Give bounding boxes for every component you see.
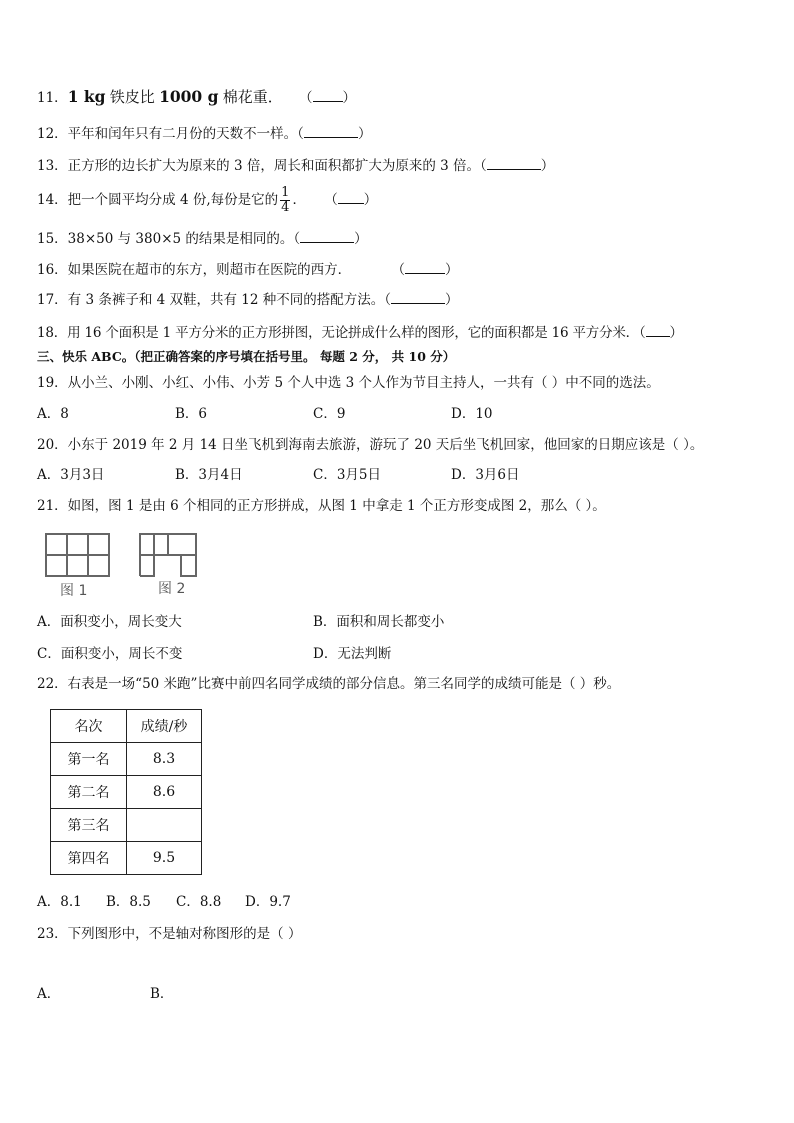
q21-figures bbox=[44, 532, 204, 600]
question-22: 22．右表是一场“50 米跑”比赛中前四名同学成绩的部分信息。第三名同学的成绩可能是（ ）秒。 bbox=[37, 676, 621, 692]
q20-option-c[interactable]: C．3月5日 bbox=[313, 467, 382, 483]
q11-text-2: 棉花重． bbox=[222, 88, 283, 106]
table-cell: 第一名 bbox=[51, 743, 127, 776]
table-row bbox=[51, 842, 202, 875]
q11-number: 11． bbox=[37, 90, 68, 106]
table-cell-empty bbox=[127, 809, 202, 842]
question-19: 19．从小兰、小刚、小红、小伟、小芳 5 个人中选 3 个人作为节目主持人，一共有（ ）中不同的选法。 bbox=[37, 375, 660, 391]
q22-option-d[interactable]: D．9.7 bbox=[245, 894, 291, 910]
answer-blank-16[interactable] bbox=[405, 260, 445, 274]
q17-text: 17．有 3 条裤子和 4 双鞋，共有 12 种不同的搭配方法。（ bbox=[37, 292, 392, 308]
question-18 bbox=[37, 323, 683, 342]
q20-option-d[interactable]: D．3月6日 bbox=[451, 467, 520, 483]
answer-blank-13[interactable] bbox=[487, 156, 541, 170]
q22-option-c[interactable]: C．8.8 bbox=[176, 894, 222, 910]
q16-close-paren: ） bbox=[444, 262, 459, 278]
table-cell: 第四名 bbox=[51, 842, 127, 875]
q14-open-paren: （ bbox=[324, 192, 338, 208]
q13-close-paren: ） bbox=[540, 158, 555, 174]
q22-option-a[interactable]: A．8.1 bbox=[37, 894, 82, 910]
question-23: 23．下列图形中，不是轴对称图形的是（ ） bbox=[37, 926, 302, 942]
q20-option-b[interactable]: B．3月4日 bbox=[175, 467, 243, 483]
q19-option-a[interactable]: A．8 bbox=[37, 406, 69, 422]
q15-text: 15．38×50 与 380×5 的结果是相同的。（ bbox=[37, 231, 301, 247]
q21-option-a[interactable]: A．面积变小，周长变大 bbox=[37, 614, 182, 630]
q18-close-paren: ） bbox=[669, 325, 683, 341]
question-12 bbox=[37, 124, 371, 143]
answer-blank-12[interactable] bbox=[304, 124, 358, 138]
q16-open-paren: （ bbox=[391, 262, 405, 278]
q23-option-a[interactable]: A． bbox=[37, 986, 61, 1002]
q21-option-d[interactable]: D．无法判断 bbox=[313, 646, 392, 662]
table-cell: 第三名 bbox=[51, 809, 127, 842]
figure-1-grid bbox=[46, 534, 109, 576]
q12-text: 12．平年和闰年只有二月份的天数不一样。（ bbox=[37, 126, 304, 142]
q16-text: 16．如果医院在超市的东方，则超市在医院的西方． bbox=[37, 262, 352, 278]
q23-option-b[interactable]: B． bbox=[150, 986, 174, 1002]
figure-1-label: 图 1 bbox=[60, 583, 88, 599]
table-header-row bbox=[51, 710, 202, 743]
answer-blank-18[interactable] bbox=[646, 323, 670, 337]
figure-2-grid bbox=[140, 534, 196, 576]
q21-option-c[interactable]: C．面积变小，周长不变 bbox=[37, 646, 183, 662]
fraction-one-quarter bbox=[280, 186, 290, 215]
question-15 bbox=[37, 229, 368, 248]
table-cell: 9.5 bbox=[127, 842, 202, 875]
q21-option-b[interactable]: B．面积和周长都变小 bbox=[313, 614, 445, 630]
table-cell: 8.6 bbox=[127, 776, 202, 809]
q11-close-paren: ） bbox=[342, 90, 357, 106]
q19-option-c[interactable]: C．9 bbox=[313, 406, 346, 422]
table-row bbox=[51, 776, 202, 809]
score-table bbox=[50, 709, 202, 875]
q18-text: 18．用 16 个面积是 1 平方分米的正方形拼图，无论拼成什么样的图形，它的面积都是 16 平方分米．（ bbox=[37, 325, 646, 341]
q14-text: 14．把一个圆平均分成 4 份,每份是它的 bbox=[37, 192, 279, 208]
q13-text: 13．正方形的边长扩大为原来的 3 倍，周长和面积都扩大为原来的 3 倍。（ bbox=[37, 158, 487, 174]
answer-blank-15[interactable] bbox=[300, 229, 354, 243]
section-3-heading: 三、快乐 ABC。（把正确答案的序号填在括号里。 每题 2 分， 共 10 分） bbox=[37, 349, 456, 364]
fraction-denominator: 4 bbox=[281, 200, 290, 215]
q14-close-paren: ） bbox=[363, 192, 378, 208]
q19-option-d[interactable]: D．10 bbox=[451, 406, 493, 422]
q22-option-b[interactable]: B．8.5 bbox=[106, 894, 151, 910]
answer-blank-17[interactable] bbox=[391, 290, 445, 304]
q14-period: ． bbox=[292, 192, 306, 208]
question-20: 20．小东于 2019 年 2 月 14 日坐飞机到海南去旅游，游玩了 20 天后坐飞机回家，他回家的日期应该是（ ）。 bbox=[37, 437, 704, 453]
fraction-numerator: 1 bbox=[281, 185, 290, 200]
q12-close-paren: ） bbox=[357, 126, 372, 142]
q11-weight-2: 1000 g bbox=[159, 87, 219, 106]
table-header: 名次 bbox=[51, 710, 127, 743]
q11-text-1: 铁皮比 bbox=[109, 88, 155, 106]
q20-option-a[interactable]: A．3月3日 bbox=[37, 467, 105, 483]
q17-close-paren: ） bbox=[445, 292, 459, 308]
figure-2-label: 图 2 bbox=[158, 581, 186, 597]
answer-blank-14[interactable] bbox=[338, 190, 364, 204]
question-14 bbox=[37, 183, 377, 217]
question-11 bbox=[37, 88, 356, 107]
table-cell: 8.3 bbox=[127, 743, 202, 776]
q11-weight-1: 1 kg bbox=[67, 87, 106, 106]
question-21: 21．如图，图 1 是由 6 个相同的正方形拼成，从图 1 中拿走 1 个正方形变成图 2，那么（ ）。 bbox=[37, 498, 606, 514]
table-cell: 第二名 bbox=[51, 776, 127, 809]
table-row bbox=[51, 809, 202, 842]
table-header: 成绩/秒 bbox=[127, 710, 202, 743]
q11-open-paren: （ bbox=[299, 90, 313, 106]
question-17 bbox=[37, 290, 459, 309]
q15-close-paren: ） bbox=[354, 231, 368, 247]
table-row bbox=[51, 743, 202, 776]
q19-option-b[interactable]: B．6 bbox=[175, 406, 208, 422]
question-13 bbox=[37, 156, 554, 175]
answer-blank-11[interactable] bbox=[313, 88, 343, 102]
question-16 bbox=[37, 260, 458, 279]
